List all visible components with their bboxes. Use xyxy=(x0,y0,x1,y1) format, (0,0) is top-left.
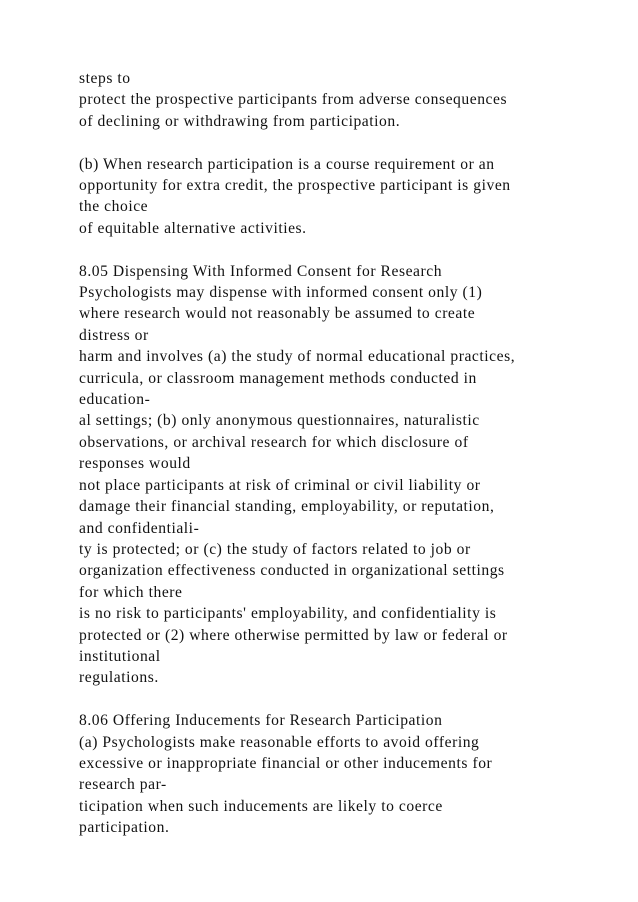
text-line: observations, or archival research for which disclosure of xyxy=(79,433,469,451)
text-line: ticipation when such inducements are likely to coerce xyxy=(79,797,443,815)
text-line: and confidentiali- xyxy=(79,519,200,537)
text-line: curricula, or classroom management methods conducted in xyxy=(79,369,477,387)
paragraph-spacer xyxy=(79,132,624,153)
text-line: Psychologists may dispense with informed consent only (1) xyxy=(79,284,483,302)
text-line: opportunity for extra credit, the prospective participant is given xyxy=(79,177,511,195)
text-line: 8.05 Dispensing With Informed Consent for Research xyxy=(79,262,443,280)
text-line: protect the prospective participants from adverse consequences xyxy=(79,91,508,109)
text-line: excessive or inappropriate financial or other inducements for xyxy=(79,754,493,772)
text-line: education- xyxy=(79,391,151,409)
text-line: for which there xyxy=(79,583,183,601)
text-line: harm and involves (a) the study of normal educational practices, xyxy=(79,348,516,366)
text-line: (a) Psychologists make reasonable efforts to avoid offering xyxy=(79,733,480,751)
text-line: protected or (2) where otherwise permitted by law or federal or xyxy=(79,626,508,644)
text-line: regulations. xyxy=(79,669,159,687)
text-line: organization effectiveness conducted in organizational settings xyxy=(79,562,505,580)
text-line: institutional xyxy=(79,647,161,665)
paragraph-spacer xyxy=(79,239,624,260)
text-line: 8.06 Offering Inducements for Research Participation xyxy=(79,712,443,730)
text-line: the choice xyxy=(79,198,149,216)
text-line: not place participants at risk of criminal or civil liability or xyxy=(79,476,481,494)
text-line: steps to xyxy=(79,70,131,87)
text-line: al settings; (b) only anonymous questionnaires, naturalistic xyxy=(79,412,480,430)
text-line: distress or xyxy=(79,326,149,344)
paragraph-spacer xyxy=(79,689,624,710)
text-line: where research would not reasonably be assumed to create xyxy=(79,305,476,323)
text-line: participation. xyxy=(79,819,170,837)
text-line: is no risk to participants' employability, and confidentiality is xyxy=(79,605,497,623)
text-line: ty is protected; or (c) the study of factors related to job or xyxy=(79,540,471,558)
text-line: research par- xyxy=(79,776,167,794)
text-line: of equitable alternative activities. xyxy=(79,219,307,237)
document-body xyxy=(79,68,624,839)
text-line: of declining or withdrawing from participation. xyxy=(79,112,401,130)
text-line: responses would xyxy=(79,455,191,473)
text-line: damage their financial standing, employability, or reputation, xyxy=(79,498,495,516)
text-line: (b) When research participation is a course requirement or an xyxy=(79,155,495,173)
